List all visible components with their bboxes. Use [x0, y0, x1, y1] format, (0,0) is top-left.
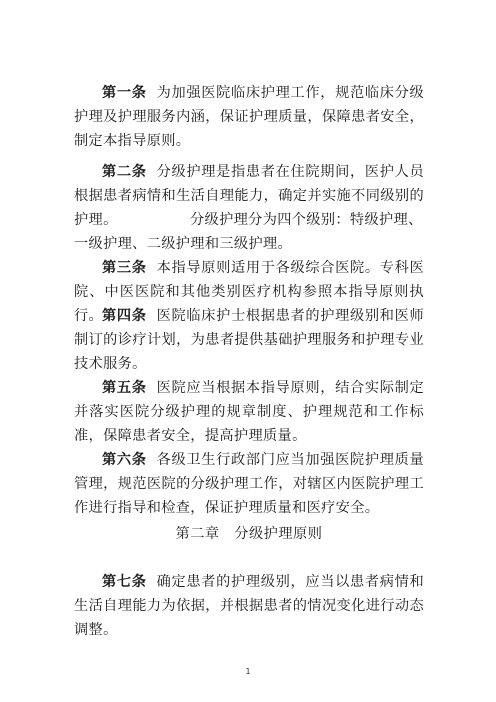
- article-text: 各级卫生行政部门应当加强医院护理质量管理，规范医院的分级护理工作，对辖区内医院护理工作进行指导和检查，保证护理质量和医疗安全。: [74, 452, 424, 516]
- article-6: [74, 448, 424, 520]
- page-number: 1: [245, 667, 251, 676]
- article-text: 分级护理分为四个级别：特级护理、一级护理、二级护理和三级护理。: [74, 212, 423, 252]
- article-text: 医院临床护士根据患者的护理级别和医师制订的诊疗计划，为患者提供基础护理服务和护理专业技术服务。: [74, 308, 424, 372]
- article-label: 第五条: [102, 380, 147, 396]
- article-text: 本指导原则适用于各级综合医院。专科医院、中医医院和其他类别医疗机构参照本指导原则执行。: [74, 260, 424, 324]
- article-label: 第四条: [102, 308, 147, 324]
- article-7: [74, 570, 424, 642]
- article-label: 第六条: [102, 452, 147, 468]
- article-text: 确定患者的护理级别，应当以患者病情和生活自理能力为依据，并根据患者的情况变化进行动态调整。: [74, 574, 424, 638]
- article-label: 第一条: [102, 85, 147, 101]
- article-2-continuation: [74, 208, 424, 256]
- article-text: 分级护理是指患者在住院期间，医护人员根据患者病情和生活自理能力，确定并实施不同级别的护理。: [74, 164, 424, 228]
- article-label: 第七条: [102, 574, 147, 590]
- article-5: [74, 376, 424, 448]
- article-text: 为加强医院临床护理工作，规范临床分级护理及护理服务内涵，保证护理质量，保障患者安全，制定本指导原则。: [74, 85, 424, 149]
- chapter-title: 第二章 分级护理原则: [175, 526, 323, 542]
- article-4: [74, 304, 424, 376]
- article-1: [74, 81, 424, 153]
- article-text: 医院应当根据本指导原则，结合实际制定并落实医院分级护理的规章制度、护理规范和工作标准，保障患者安全，提高护理质量。: [74, 380, 424, 444]
- article-label: 第三条: [102, 260, 147, 276]
- article-label: 第二条: [102, 164, 147, 180]
